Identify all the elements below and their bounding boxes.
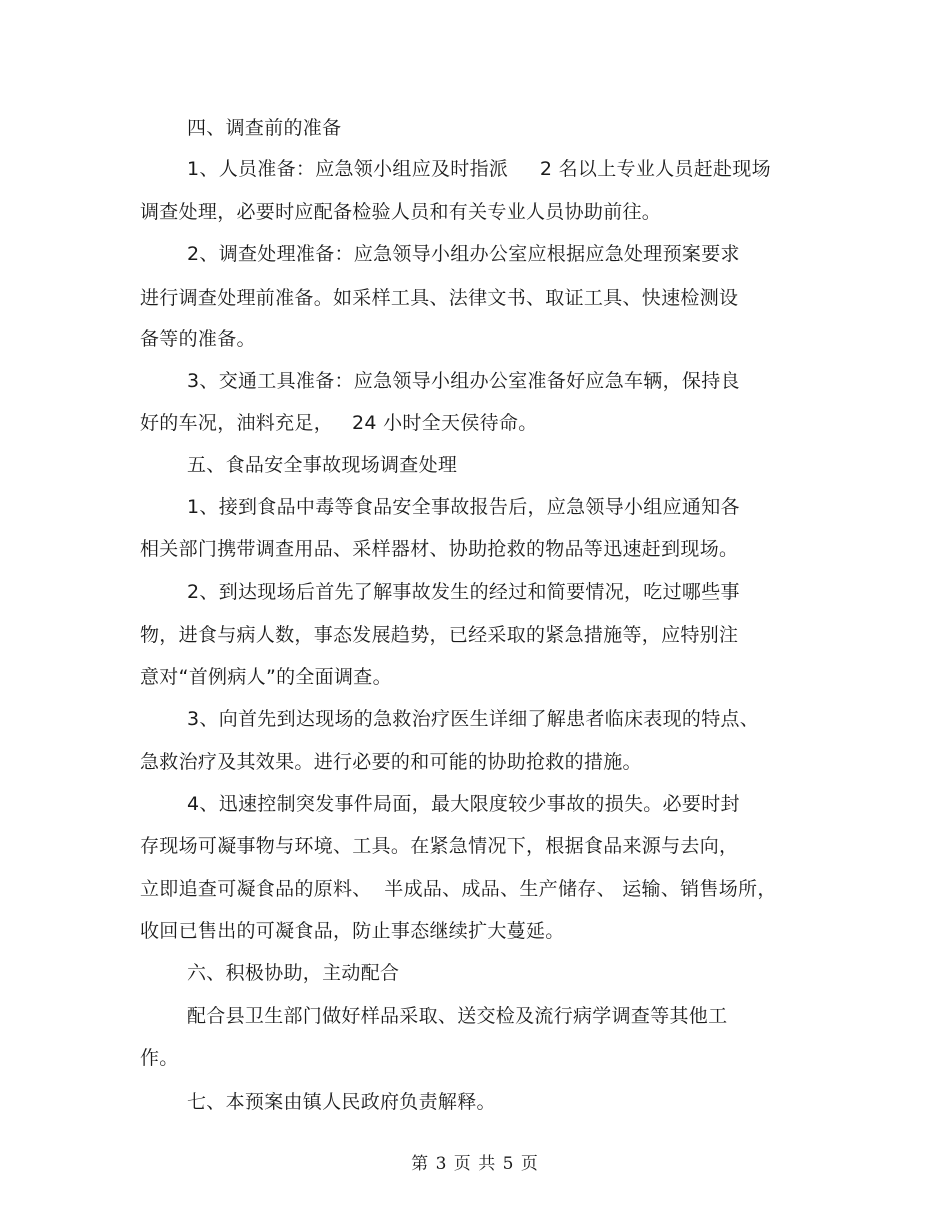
section-5-item-2-line-2: 物，进食与病人数，事态发展趋势，已经采取的紧急措施等，应特别注 bbox=[140, 624, 739, 646]
section-5-item-3-line-2: 急救治疗及其效果。进行必要的和可能的协助抢救的措施。 bbox=[140, 751, 642, 773]
section-5-item-2-line-3: 意对“首例病人”的全面调查。 bbox=[140, 666, 392, 688]
section-4-item-2-line-1: 2、调查处理准备：应急领导小组办公室应根据应急处理预案要求 bbox=[187, 243, 740, 265]
section-5-item-1-line-1: 1、接到食品中毒等食品安全事故报告后，应急领导小组应通知各 bbox=[187, 496, 740, 518]
section-7-heading: 七、本预案由镇人民政府负责解释。 bbox=[187, 1091, 496, 1113]
section-5-item-3-line-1: 3、向首先到达现场的急救治疗医生详细了解患者临床表现的特点、 bbox=[187, 708, 760, 730]
page-number-footer: 第 3 页 共 5 页 bbox=[411, 1154, 539, 1174]
section-4-item-1-line-2: 调查处理，必要时应配备检验人员和有关专业人员协助前往。 bbox=[140, 201, 662, 223]
section-4-item-1-line-1: 1、人员准备：应急领小组应及时指派 2 名以上专业人员赶赴现场 bbox=[187, 158, 771, 180]
section-6-heading: 六、积极协助，主动配合 bbox=[187, 962, 400, 984]
section-6-body-line-2: 作。 bbox=[140, 1047, 179, 1069]
section-5-item-2-line-1: 2、到达现场后首先了解事故发生的经过和简要情况，吃过哪些事 bbox=[187, 581, 740, 603]
section-6-body-line-1: 配合县卫生部门做好样品采取、送交检及流行病学调查等其他工 bbox=[187, 1005, 728, 1027]
section-5-item-4-line-2: 存现场可凝事物与环境、工具。在紧急情况下，根据食品来源与去向， bbox=[140, 835, 739, 857]
section-5-heading: 五、食品安全事故现场调查处理 bbox=[187, 454, 458, 476]
section-5-item-4-line-4: 收回已售出的可凝食品，防止事态继续扩大蔓延。 bbox=[140, 920, 565, 942]
section-4-heading: 四、调查前的准备 bbox=[187, 117, 342, 139]
section-5-item-4-line-3: 立即追查可凝食品的原料、 半成品、成品、生产储存、 运输、销售场所， bbox=[140, 878, 777, 900]
section-4-item-3-line-1: 3、交通工具准备：应急领导小组办公室准备好应急车辆，保持良 bbox=[187, 370, 740, 392]
section-5-item-4-line-1: 4、迅速控制突发事件局面，最大限度较少事故的损失。必要时封 bbox=[187, 793, 740, 815]
section-4-item-2-line-3: 备等的准备。 bbox=[140, 328, 256, 350]
section-4-item-2-line-2: 进行调查处理前准备。如采样工具、法律文书、取证工具、快速检测设 bbox=[140, 287, 739, 309]
section-4-item-3-line-2: 好的车况，油料充足， 24 小时全天侯待命。 bbox=[140, 412, 538, 434]
section-5-item-1-line-2: 相关部门携带调查用品、采样器材、协助抢救的物品等迅速赶到现场。 bbox=[140, 538, 739, 560]
